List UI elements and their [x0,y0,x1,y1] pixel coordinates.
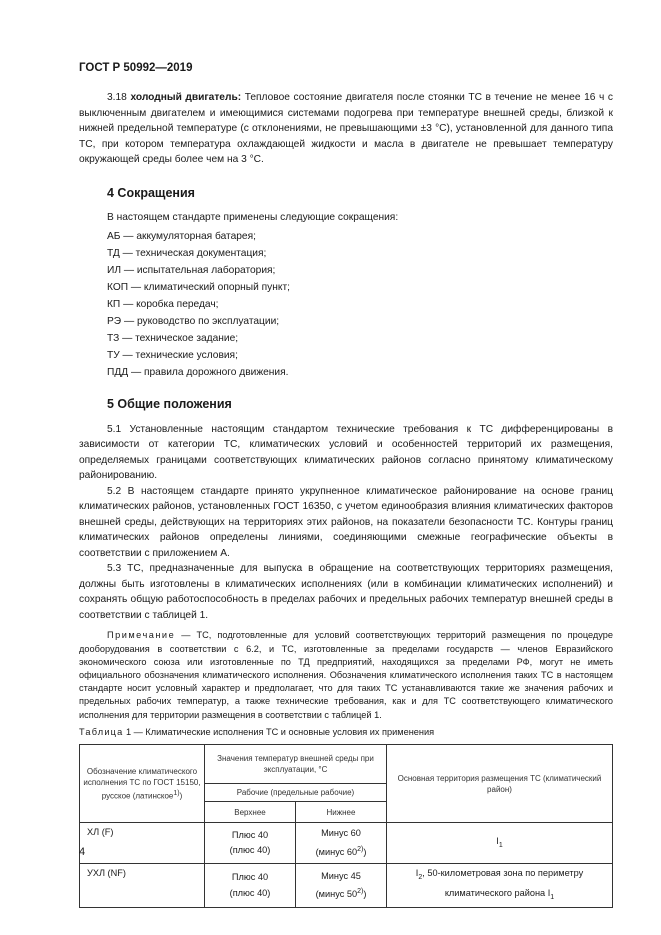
section-5-title: 5 Общие положения [107,397,232,412]
header-territory: Основная территория размещения ТС (климатический район) [387,745,613,823]
abbreviation-item: РЭ — руководство по эксплуатации; [107,315,280,327]
header-lower: Нижнее [296,802,387,823]
table-caption-text: 1 — Климатические исполнения ТС и основные условия их применения [123,726,435,737]
note-text: — ТС, подготовленные для условий соответствующих территорий размещения по процедуре дооборудования в соответствии с 6.2, и ТС, изготовленные за пределами государств — членов Евразийского экономического союза или изготовленные по ТД предприятий, находящихся за пределами РФ, могут не иметь официального обозначения климатического исполнения. Обозначения климатического исполнения таких ТС в настоящем стандарте носит условный характер и предполагает, что для таких ТС устанавливаются такие же значения рабочих и предельных рабочих температур, а также технические требования, как и для ТС соответствующего климатического исполнения для территории размещения в соответствии с таблицей 1. [79,630,613,720]
cell-upper: Плюс 40 (плюс 40) [205,823,296,864]
def-number: 3.18 [107,92,127,103]
table-row [80,864,613,908]
page-number: 4 [79,846,86,858]
header-designation: Обозначение климатического исполнения ТС по ГОСТ 15150, русское (латинское$^{1)}$) [80,745,205,823]
abbreviation-list [79,228,613,382]
paragraph-5-3: 5.3 ТС, предназначенные для выпуска в обращение на соответствующих территориях размещения, должны быть изготовлены в климатических исполнениях (или в комбинации климатических исполнений) и сохранять общую работоспособность в пределах рабочих и предельных рабочих температур внешней среды в соответствии с таблицей 1. [79,563,613,621]
def-term: холодный двигатель: [130,92,242,103]
table-row [80,823,613,864]
cell-lower: Минус 45 (минус 50$^{2)}$) [296,864,387,908]
cell-lower: Минус 60 (минус 60$^{2)}$) [296,823,387,864]
cell-code: ХЛ (F) [80,823,205,864]
abbreviation-item: КОП — климатический опорный пункт; [107,281,290,293]
cell-territory: $I_2$, 50-километровая зона по периметру климатического района $I_1$ [387,864,613,908]
abbreviation-item: ТД — техническая документация; [107,247,267,259]
header-upper: Верхнее [205,802,296,823]
abbreviation-item: АБ — аккумуляторная батарея; [107,230,256,242]
cell-territory: $I_1$ [387,823,613,864]
paragraph-5-2: 5.2 В настоящем стандарте принято укрупненное климатическое районирование на основе границ климатических районов, установленных ГОСТ 16350, с учетом единообразия влияния климатических факторов внешней среды, действующих на территориях этих районов, на показатели безопасности ТС. Контуры границ климатических районов определены линиями, соединяющими смежные географические объекты в соответствии с приложением А. [79,485,613,559]
abbreviation-item: ИЛ — испытательная лаборатория; [107,264,276,276]
cell-code: УХЛ (NF) [80,864,205,908]
cell-upper: Плюс 40 (плюс 40) [205,864,296,908]
header-temperatures: Значения температур внешней среды при эксплуатации, °С [205,745,387,784]
abbreviation-item: ПДД — правила дорожного движения. [107,367,289,379]
note-label: Примечание [107,630,176,641]
def-text: Тепловое состояние двигателя после стоянки ТС в течение не менее 16 ч с выключенным двигателем и имеющимися системами подогрева при температуре внешней среды, близкой к нижней предельной температуре (с отклонениями, не превышающими ±3 °С), установленной для данного типа ТС, при котором температура охлаждающей жидкости и масла в двигателе не превышает температуру окружающей среды более чем на 3 °С. [79,92,614,165]
abbreviation-item: КП — коробка передач; [107,298,219,310]
abbreviation-item: ТУ — технические условия; [107,350,238,362]
page-content [79,90,613,908]
section-4-title: 4 Сокращения [107,185,195,200]
section-4-intro: В настоящем стандарте применены следующие сокращения: [107,212,399,223]
document-header: ГОСТ Р 50992—2019 [79,62,193,74]
climate-table [79,744,613,908]
paragraph-5-1: 5.1 Установленные настоящим стандартом технические требования к ТС дифференцированы в зависимости от категории ТС, климатических условий и особенностей территорий их размещения, определяемых границами соответствующих климатических районов согласно принятому климатическому районированию. [79,423,613,482]
table-caption-label: Таблица [79,726,124,737]
definition-3-18 [79,90,613,168]
abbreviation-item: ТЗ — техническое задание; [107,333,239,345]
header-working: Рабочие (предельные рабочие) [205,784,387,802]
table-caption [79,725,613,741]
note [79,629,613,721]
